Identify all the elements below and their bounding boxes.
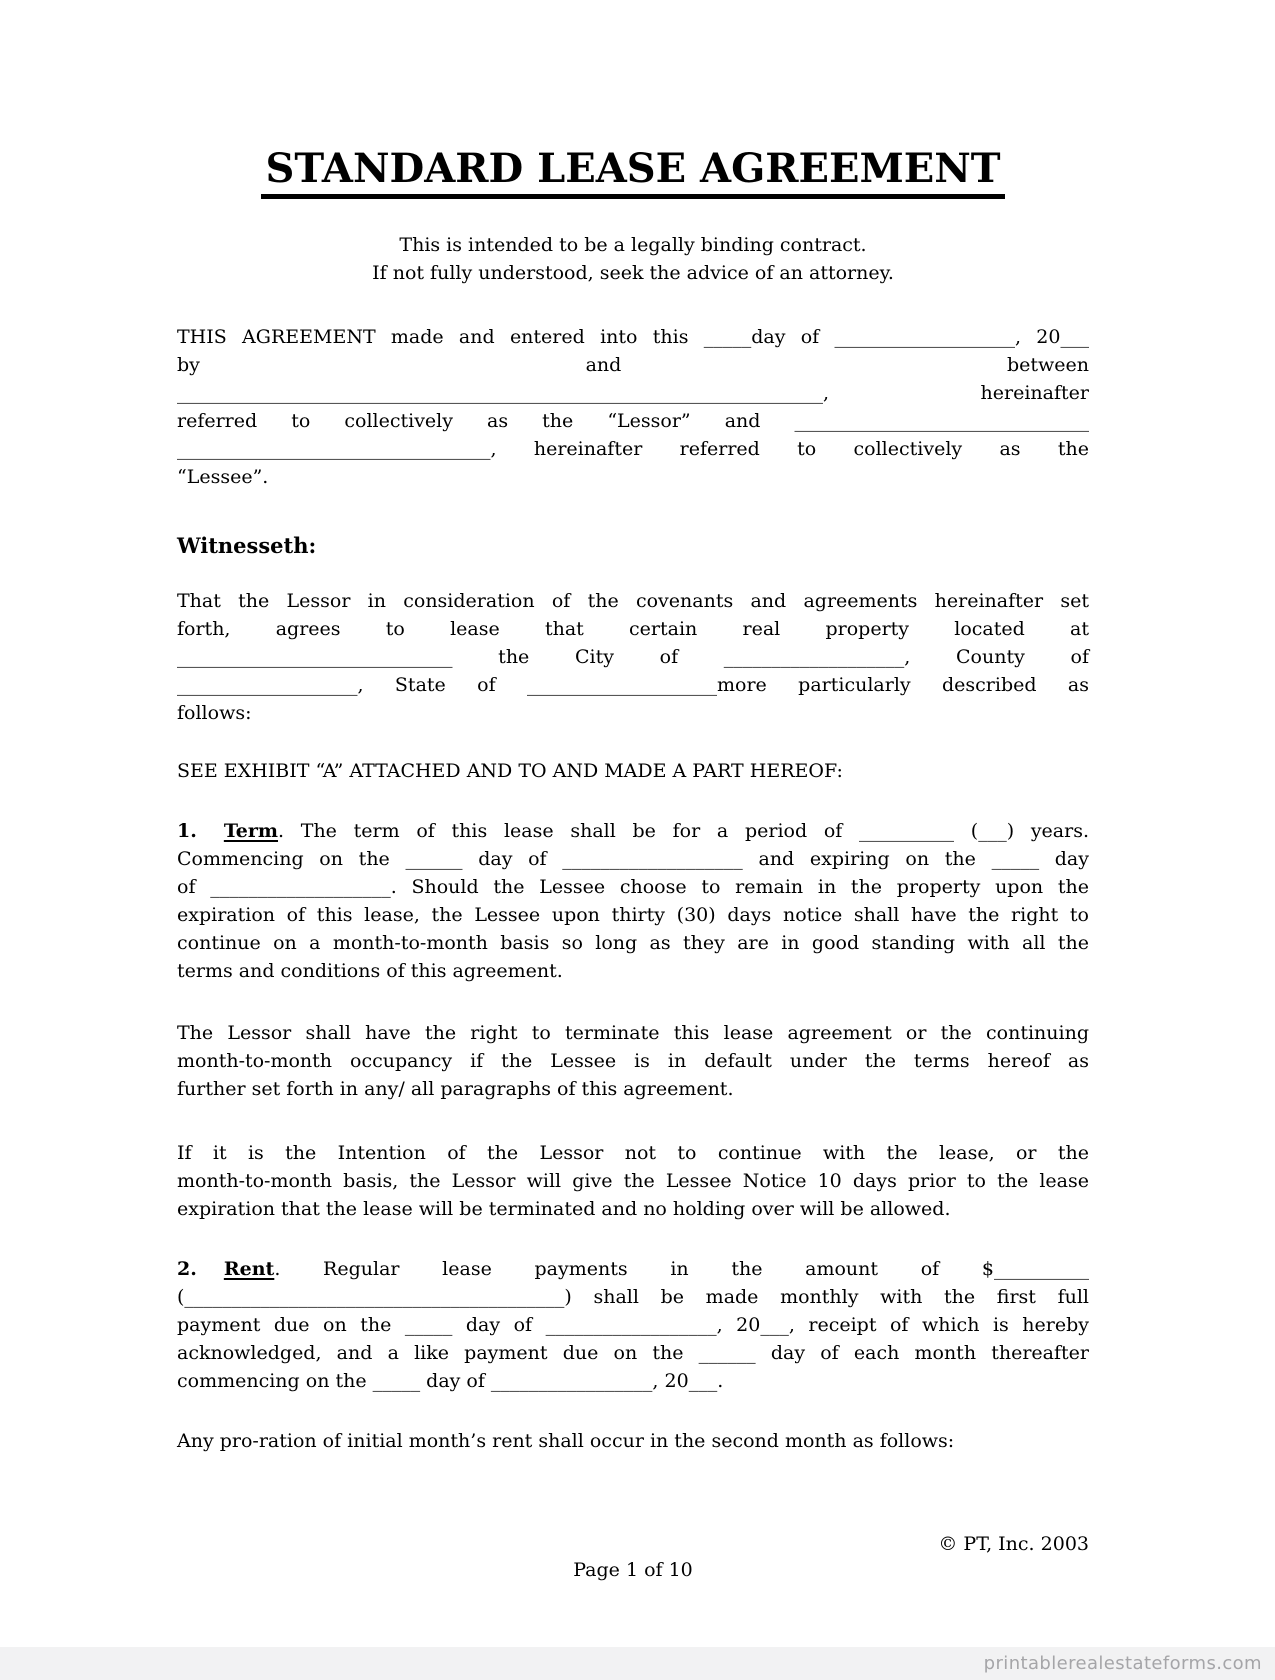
subtitle-line: If not fully understood, seek the advice of an attorney. [372,262,894,284]
exhibit-paragraph [177,757,1089,785]
text-line: month-to-month occupancy if the Lessee is in default under the terms hereof as [177,1050,1089,1072]
text-line: “Lessee”. [177,466,269,488]
text-line: month-to-month basis, the Lessor will give the Lessee Notice 10 days prior to the lease [177,1170,1089,1192]
term-section [177,817,1089,985]
text-line: Any pro-ration of initial month’s rent shall occur in the second month as follows: [177,1430,955,1452]
term-section-lead-line [177,817,1089,845]
rent-section-number: 2. [177,1258,197,1280]
proration-paragraph [177,1427,1089,1455]
text-line: THIS AGREEMENT made and entered into this _____day of ___________________, 20___ [177,326,1089,348]
document-content [177,146,1089,1583]
page-number-label: Page 1 of 10 [573,1559,693,1581]
copyright-notice: © PT, Inc. 2003 [938,1533,1089,1555]
intention-paragraph [177,1139,1089,1223]
text-line: continue on a month-to-month basis so long as they are in good standing with all the [177,932,1089,954]
intro-paragraph [177,323,1089,491]
document-title-text: STANDARD LEASE AGREEMENT [261,146,1004,199]
rent-section-lead-line [177,1255,1089,1283]
text-line: follows: [177,702,252,724]
term-section-lead-text: . The term of this lease shall be for a period of __________ (___) years. [278,820,1089,842]
consideration-paragraph [177,587,1089,727]
text-line: by and between [177,354,1089,376]
text-line: referred to collectively as the “Lessor” and _______________________________ [177,410,1089,432]
text-line: ____________________________________________________________________, hereinafter [177,382,1089,404]
text-line: ___________________, State of ____________________more particularly described as [177,674,1089,696]
termination-paragraph [177,1019,1089,1103]
subtitle-line: This is intended to be a legally binding contract. [399,234,867,256]
term-section-title: Term [223,820,279,842]
witnesseth-heading: Witnesseth: [177,533,317,558]
rent-section [177,1255,1089,1395]
text-line: payment due on the _____ day of __________________, 20___, receipt of which is hereby [177,1314,1089,1336]
watermark-text: printablerealestateforms.com [983,1653,1262,1674]
text-line: expiration that the lease will be terminated and no holding over will be allowed. [177,1198,951,1220]
text-line: (________________________________________) shall be made monthly with the first full [177,1286,1089,1308]
rent-section-title: Rent [223,1258,275,1280]
text-line: That the Lessor in consideration of the covenants and agreements hereinafter set [177,590,1089,612]
text-line: acknowledged, and a like payment due on the ______ day of each month thereafter [177,1342,1089,1364]
document-subtitle [177,231,1089,287]
text-line: commencing on the _____ day of _________________, 20___. [177,1370,724,1392]
text-line: If it is the Intention of the Lessor not to continue with the lease, or the [177,1142,1089,1164]
watermark-bar [0,1647,1275,1680]
rent-section-lead-text: . Regular lease payments in the amount of $__________ [274,1258,1089,1280]
text-line: The Lessor shall have the right to terminate this lease agreement or the continuing [177,1022,1089,1044]
term-section-number: 1. [177,820,197,842]
text-line: forth, agrees to lease that certain real property located at [177,618,1089,640]
text-line: SEE EXHIBIT “A” ATTACHED AND TO AND MADE A PART HEREOF: [177,760,843,782]
text-line: expiration of this lease, the Lessee upon thirty (30) days notice shall have the right to [177,904,1089,926]
document-title [177,146,1089,199]
text-line: Commencing on the ______ day of ___________________ and expiring on the _____ day [177,848,1089,870]
text-line: _________________________________, hereinafter referred to collectively as the [177,438,1089,460]
text-line: further set forth in any/ all paragraphs of this agreement. [177,1078,734,1100]
text-line: _____________________________ the City of ___________________, County of [177,646,1089,668]
text-line: terms and conditions of this agreement. [177,960,563,982]
text-line: of ___________________. Should the Lessee choose to remain in the property upon the [177,876,1089,898]
